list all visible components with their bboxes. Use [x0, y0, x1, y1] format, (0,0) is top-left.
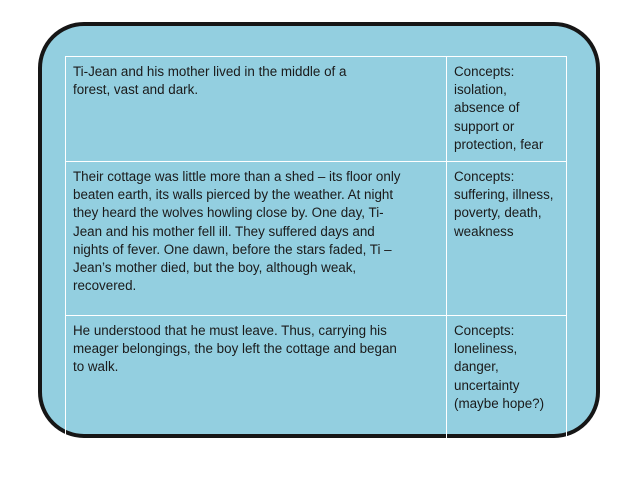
concepts-text: Concepts: isolation, absence of support or protection, fear [454, 64, 544, 152]
concepts-cell [447, 162, 567, 316]
story-cell [66, 162, 447, 316]
story-text: Their cottage was little more than a shed – its floor only beaten earth, its walls pierced by the weather. At night they heard the wolves howling close by. One day, Ti- Jean and his mother fell ill. They suffered days and nights of fever. One dawn, before the stars faded, Ti – Jean’s mother died, but the boy, although weak, recovered. [73, 169, 401, 294]
story-text: Ti-Jean and his mother lived in the middle of a forest, vast and dark. [73, 64, 347, 98]
concepts-text: Concepts: loneliness, danger, uncertainty (maybe hope?) [454, 323, 545, 411]
table-row [66, 316, 567, 440]
story-cell [66, 316, 447, 440]
story-text: He understood that he must leave. Thus, carrying his meager belongings, the boy left the cottage and began to walk. [73, 323, 397, 375]
concepts-cell [447, 316, 567, 440]
story-cell [66, 57, 447, 162]
concepts-text: Concepts: suffering, illness, poverty, death, weakness [454, 169, 554, 239]
table-row [66, 162, 567, 316]
concepts-cell [447, 57, 567, 162]
concepts-table [65, 56, 567, 440]
table-row [66, 57, 567, 162]
